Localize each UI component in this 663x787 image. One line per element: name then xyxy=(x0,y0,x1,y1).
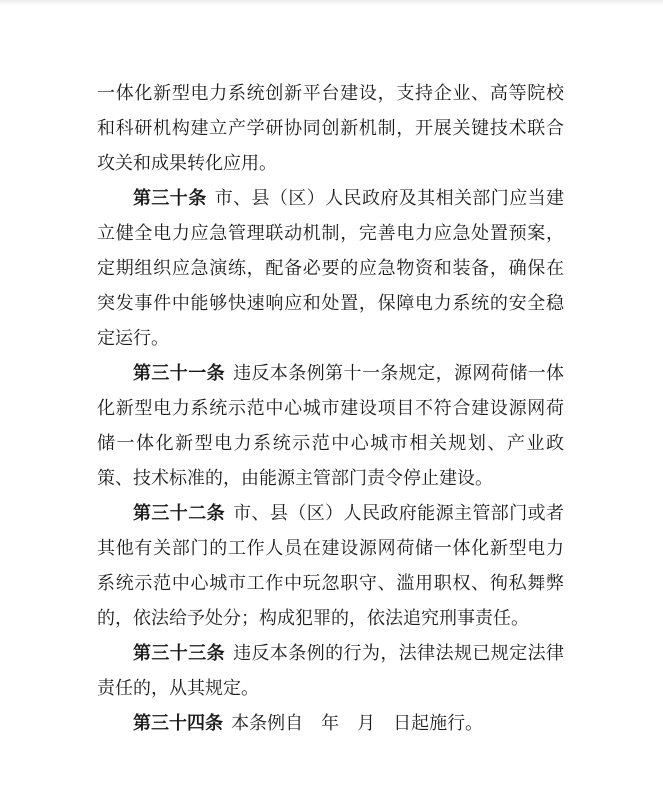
paragraph-continuation xyxy=(97,76,564,181)
article-number: 第三十二条 xyxy=(133,503,226,523)
article-number: 第三十三条 xyxy=(133,643,226,663)
document-content xyxy=(97,76,564,741)
article-number: 第三十四条 xyxy=(133,713,223,733)
paragraph-text: 市、县（区）人民政府能源主管部门或者其他有关部门的工作人员在建设源网荷储一体化新型电力系统示范中心城市工作中玩忽职守、滥用职权、徇私舞弊的，依法给予处分；构成犯罪的，依法追究刑事责任。 xyxy=(97,503,565,628)
paragraph-article-33 xyxy=(97,636,564,706)
paragraph-text: 违反本条例第十一条规定，源网荷储一体化新型电力系统示范中心城市建设项目不符合建设源网荷储一体化新型电力系统示范中心城市相关规划、产业政策、技术标准的，由能源主管部门责令停止建设。 xyxy=(97,363,565,488)
page-top-edge xyxy=(0,0,663,5)
article-number: 第三十条 xyxy=(133,188,207,208)
paragraph-article-34 xyxy=(97,706,564,741)
paragraph-text: 市、县（区）人民政府及其相关部门应当建立健全电力应急管理联动机制，完善电力应急处置预案，定期组织应急演练，配备必要的应急物资和装备，确保在突发事件中能够快速响应和处置，保障电力系统的安全稳定运行。 xyxy=(97,188,565,348)
paragraph-article-32 xyxy=(97,496,564,636)
paragraph-article-31 xyxy=(97,356,564,496)
article-number: 第三十一条 xyxy=(133,363,226,383)
paragraph-article-30 xyxy=(97,181,564,356)
paragraph-text: 本条例自 年 月 日起施行。 xyxy=(231,713,484,733)
paragraph-text: 一体化新型电力系统创新平台建设，支持企业、高等院校和科研机构建立产学研协同创新机制，开展关键技术联合攻关和成果转化应用。 xyxy=(97,83,564,173)
paragraph-text: 违反本条例的行为，法律法规已规定法律责任的，从其规定。 xyxy=(97,643,565,698)
